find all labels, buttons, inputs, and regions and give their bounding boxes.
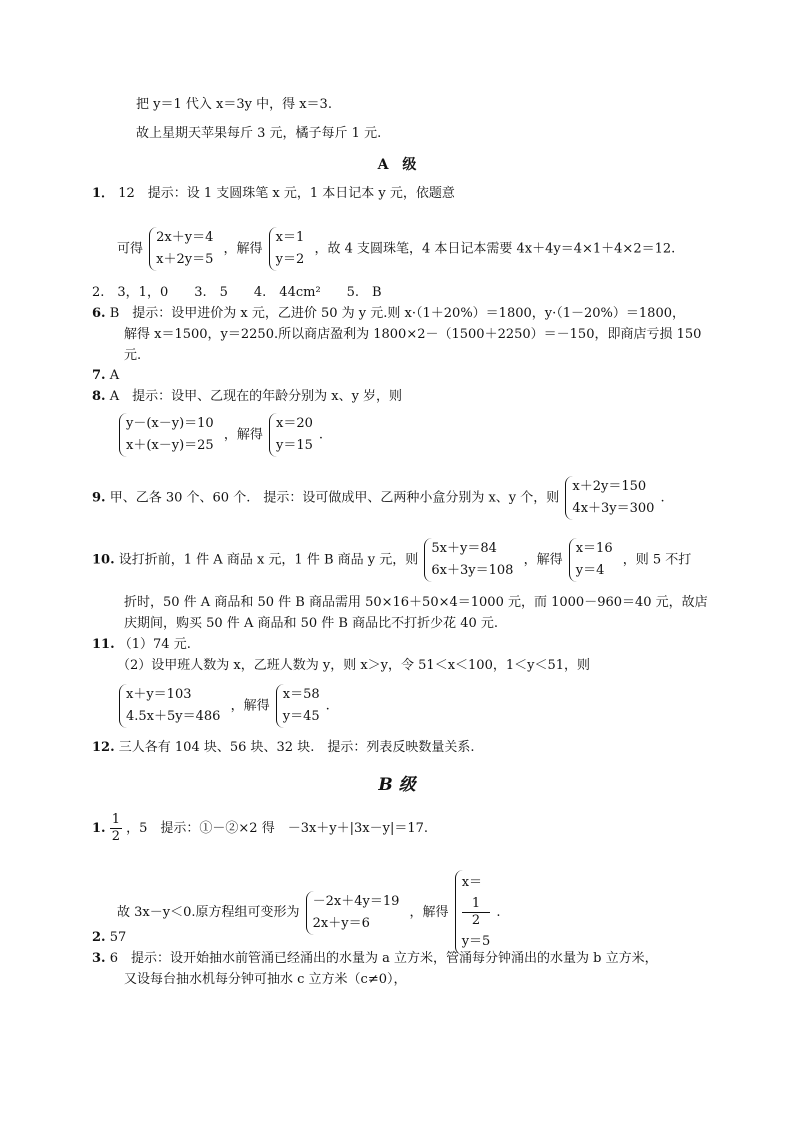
problem-8-system-line	[117, 413, 323, 457]
problem-8-line	[92, 388, 402, 406]
problem-9-line	[92, 476, 665, 520]
problem-1-conclusion: ，故 4 支圆珠笔，4 本日记本需要 4x＋4y＝4×1＋4×2＝12.	[314, 241, 676, 257]
problem-1-number: 1．	[92, 186, 115, 201]
problem-12-text: 三人各有 104 块、56 块、32 块. 提示：列表反映数量关系.	[118, 740, 475, 755]
equation: 2x＋y＝4	[156, 230, 214, 245]
fraction-one-half	[110, 812, 122, 845]
problem-6-line-1	[92, 305, 685, 323]
section-b-heading: B 级	[378, 775, 416, 795]
problem-6-line-2: 解得 x＝1500，y＝2250.所以商店盈利为 1800×2－（1500＋2250）＝－150，即商店亏损 150	[124, 327, 702, 342]
problem-1-solve-label: ，解得	[223, 241, 263, 257]
problem-10-line-1	[92, 538, 691, 582]
problem-6-line-3: 元.	[124, 348, 142, 363]
problem-10-continuation: ，则 5 不打	[622, 552, 692, 568]
solution: x＝16	[575, 541, 613, 556]
b-problem-1-line	[92, 812, 428, 845]
b-problem-1-number: 1.	[92, 821, 106, 836]
problem-12-line	[92, 739, 474, 757]
solution: y＝15	[276, 438, 313, 453]
period: .	[496, 905, 501, 920]
equation: x＋y＝103	[126, 687, 192, 702]
problem-11-system-line	[117, 684, 330, 728]
problem-11-number: 11.	[92, 637, 115, 652]
problem-1-system-line	[117, 227, 675, 271]
solution-x-label: x＝	[461, 875, 483, 890]
period: .	[660, 490, 665, 506]
numerator: 1	[111, 812, 120, 827]
b-problem-1-system-line	[117, 870, 500, 955]
equation: x＋(x－y)＝25	[126, 438, 214, 453]
period: .	[318, 427, 324, 443]
problem-6-text: B 提示：设甲进价为 x 元，乙进价 50 为 y 元.则 x·（1＋20%）＝1800，y·（1－20%）＝1800，	[109, 306, 685, 321]
equation: －2x＋4y＝19	[312, 893, 400, 909]
b-problem-1-solution-system	[455, 870, 495, 955]
b-problem-3-number: 3.	[92, 951, 106, 966]
problem-11-line-2: （2）设甲班人数为 x，乙班人数为 y，则 x＞y，令 51＜x＜100，1＜y＜51，则	[117, 658, 590, 673]
problem-12-number: 12.	[92, 740, 115, 755]
problem-1-prefix: 可得	[117, 241, 144, 257]
problem-1-equation-system	[149, 227, 217, 271]
b-problem-1-equation-system	[306, 891, 404, 935]
problem-10-line-2: 折时，50 件 A 商品和 50 件 B 商品需用 50×16＋50×4＝1000 元，而 1000－960＝40 元，故店	[124, 595, 708, 610]
problem-8-solution-system	[269, 413, 317, 457]
b-problem-1-solve-label: ，解得	[409, 905, 449, 920]
problem-9-text: 甲、乙各 30 个、60 个. 提示：设可做成甲、乙两种小盒分别为 x、y 个，则	[109, 490, 560, 506]
problem-1-line	[92, 185, 455, 203]
problem-9-equation-system	[565, 476, 658, 520]
equation: y－(x－y)＝10	[126, 416, 214, 431]
problems-2-5-line: 2. 3，1，0 3. 5 4. 44cm² 5. B	[92, 285, 382, 300]
intro-line-2: 故上星期天苹果每斤 3 元，橘子每斤 1 元.	[136, 126, 382, 141]
fraction-one-half	[462, 896, 491, 929]
solution: y＝2	[275, 252, 305, 267]
denominator: 2	[111, 829, 120, 844]
problem-6-number: 6.	[92, 306, 106, 321]
equation: x＋2y＝150	[572, 479, 647, 494]
period: .	[325, 698, 330, 714]
solution: x＝20	[276, 416, 313, 431]
equation: 4.5x＋5y＝486	[126, 709, 221, 724]
equation: x＋2y＝5	[156, 252, 214, 267]
b-problem-3-text: 6 提示：设开始抽水前管涌已经涌出的水量为 a 立方米，管涌每分钟涌出的水量为 b 立方米，	[109, 951, 658, 966]
problem-10-solve-label: ，解得	[523, 552, 563, 568]
b-problem-3-line-2: 又设每台抽水机每分钟可抽水 c 立方米（c≠0），	[124, 972, 407, 987]
equation: 2x＋y＝6	[312, 915, 370, 931]
problem-7-line	[92, 367, 119, 385]
problem-11-equation-system	[119, 684, 224, 728]
solution: y＝4	[575, 563, 605, 578]
solution: x＝58	[282, 687, 320, 702]
solution: y＝45	[282, 709, 320, 724]
intro-line-1: 把 y＝1 代入 x＝3y 中，得 x＝3.	[136, 97, 332, 112]
problem-1-solution-system	[269, 227, 309, 271]
equation: 5x＋y＝84	[431, 541, 497, 556]
b-problem-3-line-1	[92, 950, 658, 968]
problem-11-solution-system	[276, 684, 324, 728]
problem-8-text: A 提示：设甲、乙现在的年龄分别为 x、y 岁，则	[109, 389, 403, 404]
equation: 6x＋3y＝108	[431, 563, 514, 578]
numerator: 1	[462, 896, 491, 913]
problem-11-part-1: （1）74 元.	[118, 637, 191, 652]
problem-10-solution-system	[569, 538, 617, 582]
b-problem-2-text: 57	[109, 930, 127, 945]
problem-7-number: 7.	[92, 368, 106, 383]
problem-1-text: 12 提示：设 1 支圆珠笔 x 元，1 本日记本 y 元，依题意	[118, 186, 455, 201]
problem-8-equation-system	[119, 413, 218, 457]
problem-10-text: 设打折前，1 件 A 商品 x 元，1 件 B 商品 y 元，则	[118, 552, 419, 568]
solution: y＝5	[461, 934, 491, 949]
problem-11-line-1	[92, 636, 191, 654]
problem-10-number: 10.	[92, 552, 115, 568]
b-problem-2-line	[92, 929, 126, 947]
solution: x＝1	[275, 230, 305, 245]
problem-9-number: 9.	[92, 490, 106, 506]
solution	[462, 870, 491, 929]
section-a-heading: A 级	[377, 157, 417, 173]
problem-8-number: 8.	[92, 389, 106, 404]
problem-10-line-3: 庆期间，购买 50 件 A 商品和 50 件 B 商品比不打折少花 40 元.	[124, 616, 499, 631]
b-problem-2-number: 2.	[92, 930, 106, 945]
b-problem-1-prefix: 故 3x－y＜0.原方程组可变形为	[117, 905, 300, 920]
problem-10-equation-system	[424, 538, 517, 582]
equation: 4x＋3y＝300	[572, 501, 655, 516]
problem-7-text: A	[109, 368, 120, 383]
problem-8-solve-label: ，解得	[223, 427, 263, 443]
problem-11-solve-label: ，解得	[230, 698, 270, 714]
denominator: 2	[471, 913, 481, 928]
b-problem-1-text: ，5 提示：①－②×2 得 －3x＋y＋|3x－y|＝17.	[126, 821, 429, 836]
